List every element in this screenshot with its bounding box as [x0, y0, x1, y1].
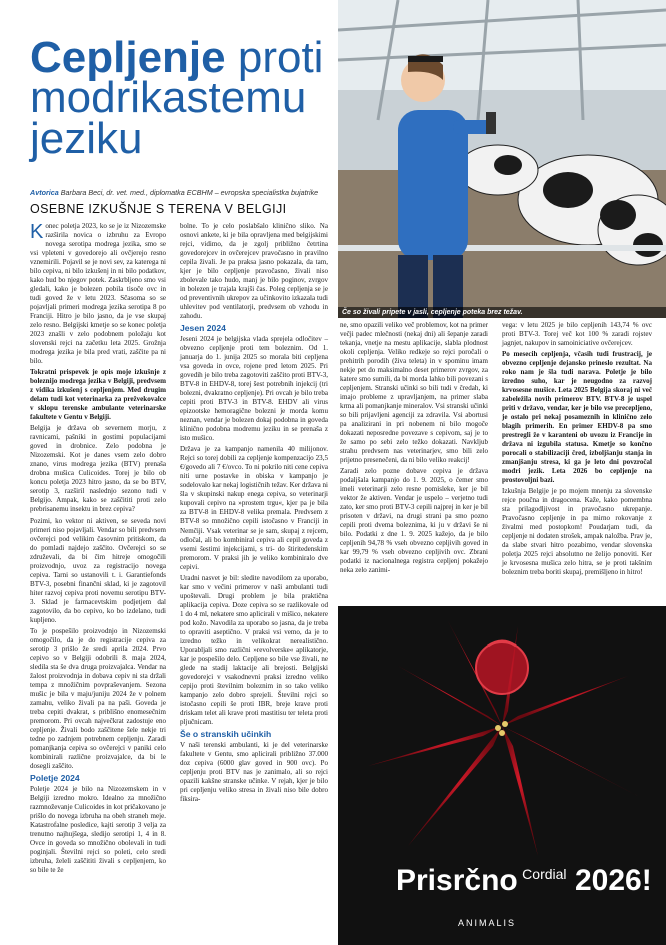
author-label: Avtorica — [30, 188, 59, 197]
paragraph: Uradni nasvet je bil: sledite navodilom za uporabo, kar smo v večini primerov v naši ambulanti tudi upoštevali. Drugi problem je bila praktična aplikacija cepiva. Doze cepiva so se razlikovale od 1 do 4 ml, nekatere smo aplicirali v mišico, nekatere pod kožo. Navodila za uporabo so jasna, da je treba to opraviti aseptično. V praksi vsi vemo, da je to izredno težko in velikokrat nerealistično. Uporabljali smo različni »revolverske« aplikatorje, kar je pospešilo delo. Cepljene so bile vse živali, ne glede na stadij laktacije ali brejosti. Belgijski govedorejci v vsakodnevni praksi izredno veliko cepijo proti številnim boleznim in so tako veliko kampanjo zelo dobro sprejeli. Številni rejci so istočasno cepili še proti IBR, breje krave proti driskam telet ali krave proti mastitisu ter teleta proti pljučnicam. — [180, 573, 328, 726]
article-column-1 — [30, 222, 166, 877]
vaccination-photo — [338, 0, 666, 318]
author-name: Barbara Beci, dr. vet. med., diplomatka ECBHM – evropska specialistka bujatrike — [60, 188, 319, 197]
paragraph: Po mesecih cepljenja, včasih tudi frustracij, je obvezno cepljenje dejansko prineslo rezultat. Na roko nam je šla tudi narava. Poletje je bilo izredno suho, kar je neugodno za razvoj krvosesne mušice. Leta 2025 Belgija skoraj ni več zabeležila novih primerov BTV. BTV-8 je uspel priti v državo, vendar, ker je bilo vse precepljeno, je ostalo pri nekaj posameznih in klinično zelo blagih primerih. En primer EHDV-8 pa smo prestregli že v karanteni ob uvozu iz Francije in država ni izgubila statusa. Kmetje so končno porocali o stabilizaciji čred, izboljšanju stanja in zmanjšanju stresa, ki ga je leto dni povzročal modri jezik. Leta 2026 bo cepljenje na prostovoljni bazi. — [502, 350, 652, 485]
ad-headline — [396, 864, 652, 898]
ad-brand-word: Cordial — [522, 866, 567, 882]
title-line-3: jeziku — [30, 113, 143, 163]
barn-illustration — [338, 0, 666, 318]
intro-paragraph: Konec poletja 2023, ko se je iz Nizozemske razširila novica o izbruhu za Evropo novega serotipa modrega jezika, smo se vsi vpleteni v govedorejo ali ovčjerejo resno vznemirili. Pojavil se je novi sev, za katerega ni bilo cepiva, ni bilo izkušenj in ni bilo podatkov, kako hud bo njegov potek. Zaskrbljeno smo vsi gledali, kako je bolezen pobila tisoče ovc in tudi goved že v letu 2023. Sčasoma so se pojavljali primeri modrega jezika serotipa 8 po Franciji. Hitro je bilo jasno, da je vse skupaj zelo resno. Belgijski kmetje so se konec poletja 2023 znašli v zelo podobnem položaju kot slovenski rejci na začetku leta 2025. Grožnja modrega jezika je bila pred vrati, zaščite pa ni bilo. — [30, 221, 166, 366]
paragraph: Zaradi zelo pozne dobave cepiva je država podaljšala kampanjo do 1. 9. 2025, o čemer smo imeli veterinarji zelo resne pomisleke, ker je bil vektor že aktiven. Vendar je uspelo – verjetno tudi zato, ker smo proti BTV-3 cepili najprej in ker je bil prisoten v državi, na drugi strani pa smo pozno cepili proti dvema boleznima, ki ju v državi še ni bilo. Podatki z dne 1. 9. 2025 kažejo, da je bilo cepljenih 94,78 % vseh obvezno cepljivih goved in kar 99,79 % vseh obvezno cepljivih ovc. Zbrani podatki iz nacionalnega registra cepljenj pokažejo neka zelo zanimi- — [340, 467, 488, 575]
title-line-1: Cepljenje proti — [30, 33, 324, 82]
author-byline — [30, 188, 338, 197]
ad-greeting: Prisrčno — [396, 864, 518, 897]
paragraph: V naši terenski ambulanti, ki je del veterinarske fakultete v Gentu, smo aplicirali približno 37.000 doz cepiva (6000 glav goved in 900 ovc). Po cepljenju proti BTV nas je zanimalo, ali so rejci opazili kakšne stranske učinke. V rejah, kjer je bilo pri cepljenju veliko stresa in živali niso bile dobro fiksira- — [180, 740, 328, 803]
photo-caption: Če so živali pripete v jasli, cepljenje poteka brez težav. — [338, 307, 666, 318]
section-heading-summer: Poletje 2024 — [30, 772, 80, 783]
drop-cap: K — [30, 221, 44, 243]
article-column-2 — [180, 222, 328, 806]
paragraph: Država je za kampanjo namenila 40 milijonov. Rejci so torej dobili za cepljenje kompenzacijo 23,5 €/govedo ali 7 €/ovco. To ni pokrilo niti cene cepiva niti urne postavke in obiska v kampanjo je sodelovalo kar nekaj logističnih težav. Ker država ni šla v skupinski nakup enega cepiva, so veterinarji kupovali cepivo na »prostem trgu«, kjer pa je bila za BTV-8 in EHDV-8 velika premala. Predvsem z BTV-8 so množično cepili istočasno v Franciji in Nemčiji. Vsak veterinar se je sam, skupaj z rejcem, odločal, ali bo kombiniral cepiva ali cepil goveda z vsemi šestimi injekcijami, s tri- do štiritedenskim premorom. V praksi jih je veliko kombiniralo dve cepivi. — [180, 445, 328, 571]
paragraph: Poletje 2024 je bilo na Nizozemskem in v Belgiji izredno mokro. Idealno za množično razmnoževanje Culicoides in kot pričakovano je prišlo do novega izbruha na obeh straneh meje. Katastrofalne posledice, kajti serotip 3 velja za trenutno najhujšega, sledijo serotipi 1, 4 in 8. Ovce in goveda so množično obolevali in tudi poginjali. Številni rejci so poleti, celo sredi izbruha, želeli zaščititi živali s cepljenjem, ko so bile te že — [30, 784, 166, 875]
paragraph: ne, smo opazili veliko več problemov, kot na primer večji padec mlečnosti (nekaj dni) ali šepanje zaradi tekanja, vnetje na mestu aplikacije, slabla plodnost okoli cepljenja. Veliko redkeje so rejci poročali o prehitrih porodih (živa teleta) in v spominu imam nekje pet do maksimalno deset primerov zvrgov, za katere smo sumili, da bi morda lahko bili povezani s cepljenjem. Stranski učinki so bili tudi v čredah, ki imajo probleme z upravljanjem, na primer slaba krma ali pomanjkanje mineralov. Vsi stranski učinki so bili prijavljeni agenciji za zdravila. Vsi abortusi pa analizirani in pri nobenem ni bilo mogoče dokazati neposredne povezave s cepivom, saj je to že samo po sebi zelo težko dokazati. Navkljub strahu predvsem nas veterinarjev, smo bili zelo prijetno presenečeni, da ni bilo veliko reakcij! — [340, 321, 488, 465]
article-column-3 — [340, 321, 488, 577]
section-heading-autumn: Jesen 2024 — [180, 323, 226, 334]
animalis-logo: ANIMALIS — [458, 918, 517, 928]
paragraph: Pozimi, ko vektor ni aktiven, se seveda novi primeri niso pojavljali. Vendar so bili predvsem ovčerejci pod velikim časovnim pritiskom, da do pomladi najdejo zaščito. Ovčerejci so se združevali, da bi čim hitreje omogočili proizvodnjo, uvoz za registracijo novega cepiva. Tarni so ustanovili t. i. Garantiefonds BTV-3, posebni finančni sklad, ki je zagotovil hiter razvoj cepiva proti novemu serotipu BTV-3. Sklad je farmacevtskim podjetjem dal zagotovilo, da bo cepivo, ko bo izdelano, tudi kupljeno. — [30, 516, 166, 624]
article-column-4 — [502, 321, 652, 579]
paragraph: To je pospešilo proizvodnjo in Nizozemski omogočilo, da je do registracije cepiva za serotip 3 prišlo že sredi aprila 2024. Prvo cepivo so v Belgiji odobrili 8. maja 2024, sledila sta še dva druga proizvajalca. Vendar na žalost proizvodnja in dobava cepiv ni sta držali tempa z množičnim povpraševanjem. Sezona mušic je bila v maju/juniju 2024 že v polnem zamahu, veliko živali pa na paši. Goveda je treba cepiti dvakrat, s priblišno enomesečnim premorom. Pri ovcah največkrat zadostuje eno cepljenje. Živali bodo zaščitene šele nekje tri tedne po zadnjem potrebnem cepljenju. Zaradi pomanjkanja cepiva so ovčerejci v paniki celo kombinirali različne proizvajalce, da bi le dosegli zaščito. — [30, 626, 166, 770]
paragraph: Tokratni prispevek je opis moje izkušnje z boleznijo modrega jezika v Belgiji, predvsem z vidika izkušenj s cepljenjem. Med drugim delam tudi kot veterinarka za prežvekovalce v sklopu terenske ambulante veterinarske fakultete v Gentu v Belgiji. — [30, 368, 166, 422]
section-heading-side-effects: Še o stranskih učinkih — [180, 728, 272, 739]
paragraph: Belgija je država ob severnem morju, z ravnicami, pašniki in gostimi populacijami goved in drobnice. Zelo podobna je Nizozemski. Kot je danes vsem zelo dobro znano, virus modrega jezika (BTV) prenaša drobna mušica Culicoides. Torej je bilo ob koncu poletja 2023 hitro jasno, da se bo BTV, serotip 3, razširil naslednjo sezono tudi v Belgijo. Ampak, kako se zaščititi proti zelo prebrisanemu insektu in brez cepiva? — [30, 424, 166, 514]
paragraph: Izkušnja Belgije je po mojem mnenju za slovenske rejce poučna in dragocena. Kaže, kako pomembna sta prilagodljivost in pravočasno ukrepanje. Pravočasno cepljenje in pa mirno rokovanje z živalmi med postopkom! Poudarjam tudi, da cepljenje ni dodaten strošek, ampak naložba. Prav je, da slabe stvari hitro pozabimo, vendar slovenska poletja 2025 rejci absolutno ne želijo ponoviti. Ker je krvosesna mušica zelo hitra, se je proti takšnim boleznim treba boriti skupaj, premišljeno in hitro! — [502, 487, 652, 577]
paragraph: bolne. To je celo poslabšalo klinično sliko. Na osnovi ankete, ki je bila opravljena med belgijskimi rejci, vidimo, da je zgolj približno četrtina govedorejcev in ovčerejcev pravočasno in pravilno cepila živali. Je pa praksa jasno pokazala, da tam, kjer je bilo cepljenje pravočasno, živali niso zbolevale tako hudo, manj je bilo poginov, zvrgov in bolezen je trajala krajši čas. Poleg cepljenja se je od preventivnih ukrepov za učinkovito izkazala tudi uhlevitev pod ventilatorji, predvsem ob vzhodu in zahodu. — [180, 222, 328, 321]
article-title — [30, 33, 330, 163]
paragraph: vega: v letu 2025 je bilo cepljenih 143,74 % ovc proti BTV-3. Torej več kot 100 % zaradi rojstev jagnjet, nakupov in samoiniciative ovčerejcev. — [502, 321, 652, 348]
paragraph: Jeseni 2024 je belgijska vlada sprejela odločitev – obvezno cepljenje proti tem boleznim. Od 1. januarja do 1. junija 2025 so morala biti cepljena vsa goveda in ovce, rojene pred letom 2025. Pri govedih je bilo treba zagotoviti zaščito proti BTV-3, BTV-8 in EHDV-8, torej šest potrebnih injekcij (tri bolezni, dvakratno cepljenje). Pri ovcah je bilo treba cepiti proti BTV-3 in BTV-8. EHDV ali virus epizootske hemoragične bolezni je morda komu neznan, vendar je bolezen dokaj podobna in goveda klinično podobna modremu jeziku in se prenaša z isto mušico. — [180, 335, 328, 443]
title-line-2: modrikastemu — [30, 73, 307, 123]
holiday-advertisement — [338, 606, 666, 945]
ad-year: 2026! — [574, 864, 652, 897]
article-subheading: OSEBNE IZKUŠNJE S TERENA V BELGIJI — [30, 202, 287, 216]
